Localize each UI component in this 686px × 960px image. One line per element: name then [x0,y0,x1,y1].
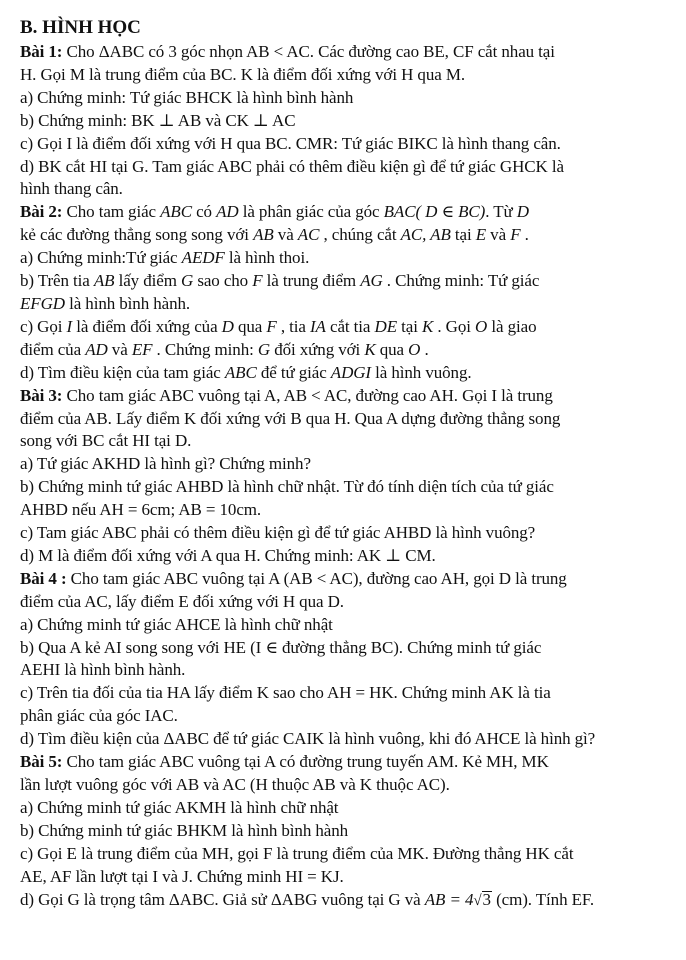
problem-1-part-d-line-2: hình thang cân. [20,179,123,199]
problem-1-part-d-line-1: d) BK cắt HI tại G. Tam giác ABC phải có thêm điều kiện gì để tứ giác GHCK là [20,156,564,176]
problem-3-label: Bài 3: [20,385,63,405]
problem-1-line-2: H. Gọi M là trung điểm của BC. K là điểm đối xứng với H qua M. [20,64,465,84]
problem-1-label: Bài 1: [20,42,63,61]
problem-4-part-c-line-2: phân giác của góc IAC. [20,706,178,726]
problem-2-part-d: d) Tìm điều kiện của tam giác ABC để tứ giác ADGI là hình vuông. [20,362,472,382]
problem-5-part-c-line-2: AE, AF lần lượt tại I và J. Chứng minh HI = KJ. [20,866,344,886]
problem-3-line-2: điểm của AB. Lấy điểm K đối xứng với B qua H. Qua A dựng đường thẳng song [20,408,561,428]
problem-3-line-1: Bài 3: Cho tam giác ABC vuông tại A, AB < AC, đường cao AH. Gọi I là trung [20,385,553,405]
problem-3-part-b-line-2: AHBD nếu AH = 6cm; AB = 10cm. [20,500,262,520]
radicand: 3 [482,889,491,909]
problem-4-part-a: a) Chứng minh tứ giác AHCE là hình chữ nhật [20,614,333,634]
problem-4-part-c-line-1: c) Trên tia đối của tia HA lấy điểm K sao cho AH = HK. Chứng minh AK là tia [20,683,551,703]
square-root-sign: √ [473,892,482,909]
problem-2-part-a: a) Chứng minh:Tứ giác AEDF là hình thoi. [20,248,310,268]
problem-3-line-3: song với BC cắt HI tại D. [20,431,192,451]
problem-2-line-2: kẻ các đường thẳng song song với AB và AC , chúng cắt AC, AB tại E và F . [20,225,529,245]
problem-3-part-c: c) Tam giác ABC phải có thêm điều kiện gì để tứ giác AHBD là hình vuông? [20,523,536,543]
problem-2-part-c-line-2: điểm của AD và EF . Chứng minh: G đối xứng với K qua O . [20,339,429,359]
problem-2-part-b-line-2: EFGD là hình bình hành. [20,293,191,313]
problem-5-line-1: Bài 5: Cho tam giác ABC vuông tại A có đường trung tuyến AM. Kẻ MH, MK [20,752,549,772]
problem-4-part-b-line-2: AEHI là hình bình hành. [20,660,186,680]
problem-4-part-b-line-1: b) Qua A kẻ AI song song với HE (I ∈ đường thẳng BC). Chứng minh tứ giác [20,637,542,657]
problem-5-part-d: d) Gọi G là trọng tâm ΔABC. Giả sử ΔABG vuông tại G và AB = 4√3 (cm). Tính EF. [20,889,595,909]
problem-2-line-1: Bài 2: Cho tam giác ABC có AD là phân giác của góc BAC( D ∈ BC). Từ D [20,202,529,222]
problem-4-part-d: d) Tìm điều kiện của ΔABC để tứ giác CAIK là hình vuông, khi đó AHCE là hình gì? [20,729,596,749]
problem-2-part-c-line-1: c) Gọi I là điểm đối xứng của D qua F , tia IA cắt tia DE tại K . Gọi O là giao [20,316,537,336]
problem-1-part-c: c) Gọi I là điểm đối xứng với H qua BC. CMR: Tứ giác BIKC là hình thang cân. [20,133,561,153]
problem-4-line-2: điểm của AC, lấy điểm E đối xứng với H qua D. [20,591,344,611]
problem-2-part-b-line-1: b) Trên tia AB lấy điểm G sao cho F là trung điểm AG . Chứng minh: Tứ giác [20,271,540,291]
problem-5-label: Bài 5: [20,752,63,772]
problem-3-part-b-line-1: b) Chứng minh tứ giác AHBD là hình chữ nhật. Từ đó tính diện tích của tứ giác [20,477,554,497]
problem-4-label: Bài 4 : [20,568,67,588]
problem-1-part-a: a) Chứng minh: Tứ giác BHCK là hình bình hành [20,87,354,107]
problem-4-line-1: Bài 4 : Cho tam giác ABC vuông tại A (AB < AC), đường cao AH, gọi D là trung [20,568,567,588]
section-title: B. HÌNH HỌC [20,17,141,38]
problem-1-line-1: Bài 1: Cho ΔABC có 3 góc nhọn AB < AC. Các đường cao BE, CF cắt nhau tại [20,42,555,61]
problem-5-part-a: a) Chứng minh tứ giác AKMH là hình chữ nhật [20,797,339,817]
problem-3-part-a: a) Tứ giác AKHD là hình gì? Chứng minh? [20,454,311,474]
problem-5-part-b: b) Chứng minh tứ giác BHKM là hình bình hành [20,820,349,840]
problem-1-part-b: b) Chứng minh: BK ⊥ AB và CK ⊥ AC [20,110,296,130]
problem-5-line-2: lần lượt vuông góc với AB và AC (H thuộc AB và K thuộc AC). [20,775,450,794]
problem-2-label: Bài 2: [20,202,63,222]
problem-5-part-c-line-1: c) Gọi E là trung điểm của MH, gọi F là trung điểm của MK. Đường thẳng HK cắt [20,843,574,863]
problem-3-part-d: d) M là điểm đối xứng với A qua H. Chứng minh: AK ⊥ CM. [20,545,436,565]
